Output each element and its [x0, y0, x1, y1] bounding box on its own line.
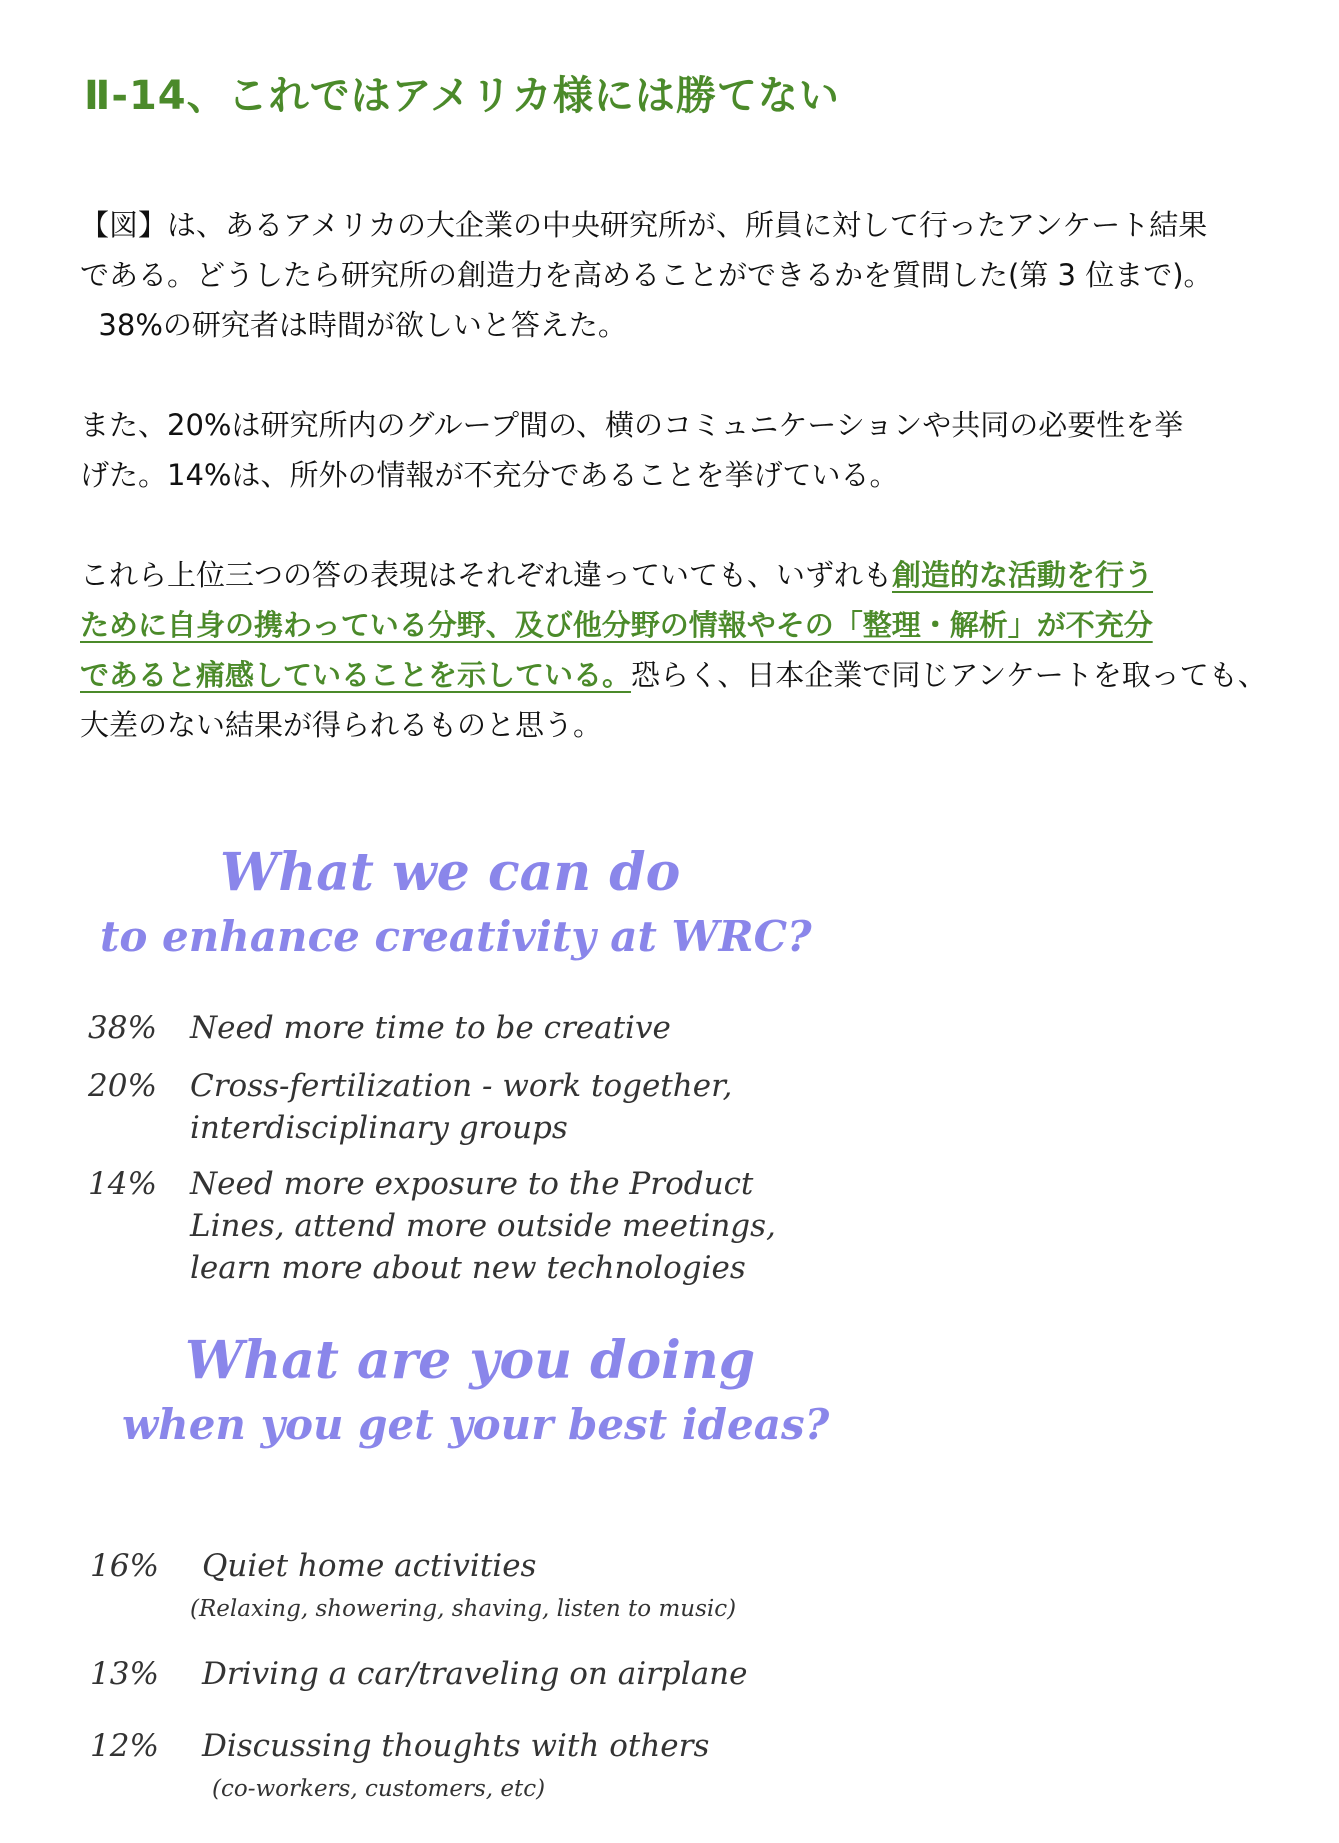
- paragraph-3-line-2: [80, 600, 1310, 650]
- highlight-text-1: 創造的な活動を行う: [892, 558, 1154, 592]
- survey-figure: [0, 830, 830, 1830]
- paragraph-3-line-1: [80, 550, 1310, 600]
- survey2-heading-line2: when you get your best ideas?: [122, 1400, 830, 1449]
- survey1-item3-percent: 14%: [88, 1166, 157, 1202]
- paragraph-3: [80, 550, 1310, 750]
- survey2-item3-label: Discussing thoughts with others: [202, 1728, 710, 1764]
- paragraph-2-line-2: げた。14%は、所外の情報が不充分であることを挙げている。: [80, 458, 899, 492]
- paragraph-3-line-3: [80, 650, 1310, 700]
- paragraph-1-line-2: である。どうしたら研究所の創造力を高めることができるかを質問した(第 3 位まで)。: [80, 258, 1213, 292]
- survey1-item2-text-2: interdisciplinary groups: [190, 1110, 568, 1146]
- survey2-item1-note: (Relaxing, showering, shaving, listen to music): [190, 1596, 737, 1622]
- survey1-heading-line1: What we can do: [220, 842, 681, 903]
- survey2-item3-percent: 12%: [90, 1728, 159, 1764]
- survey1-item3-text-1: Need more exposure to the Product: [190, 1166, 754, 1202]
- paragraph-3-line-4: 大差のない結果が得られるものと思う。: [80, 708, 603, 742]
- survey1-item2-text-1: Cross-fertilization - work together,: [190, 1068, 733, 1104]
- survey1-item2-percent: 20%: [88, 1068, 157, 1104]
- survey2-item2-percent: 13%: [90, 1656, 159, 1692]
- survey1-item1-text: Need more time to be creative: [190, 1010, 671, 1046]
- survey2-item1-label: Quiet home activities: [202, 1548, 537, 1584]
- survey2-item1-percent: 16%: [90, 1548, 159, 1584]
- survey2-item3-note: (co-workers, customers, etc): [212, 1776, 546, 1802]
- paragraph-2: [80, 400, 1310, 500]
- survey1-item3-text-3: learn more about new technologies: [190, 1250, 746, 1286]
- paragraph-1-line-1: 【図】は、あるアメリカの大企業の中央研究所が、所員に対して行ったアンケート結果: [80, 208, 1208, 242]
- survey1-item1-percent: 38%: [88, 1010, 157, 1046]
- page-title: Ⅱ-14、これではアメリカ様には勝てない: [84, 73, 840, 119]
- survey1-item3-text-2: Lines, attend more outside meetings,: [190, 1208, 776, 1244]
- highlight-text-3: であると痛感していることを示している。: [80, 658, 632, 692]
- survey2-item2-label: Driving a car/traveling on airplane: [202, 1656, 748, 1692]
- highlight-text-2: ために自身の携わっている分野、及び他分野の情報やその「整理・解析」が不充分: [80, 608, 1153, 642]
- paragraph-3-tail-1: 恐らく、日本企業で同じアンケートを取っても、: [631, 658, 1267, 692]
- paragraph-1: [80, 200, 1310, 350]
- survey1-heading-line2: to enhance creativity at WRC?: [100, 912, 812, 961]
- survey2-heading-line1: What are you doing: [185, 1330, 756, 1391]
- paragraph-1-line-3: 38%の研究者は時間が欲しいと答えた。: [80, 308, 627, 342]
- paragraph-3-lead: これら上位三つの答の表現はそれぞれ違っていても、いずれも: [80, 558, 893, 592]
- paragraph-2-line-1: また、20%は研究所内のグループ間の、横のコミュニケーションや共同の必要性を挙: [80, 408, 1184, 442]
